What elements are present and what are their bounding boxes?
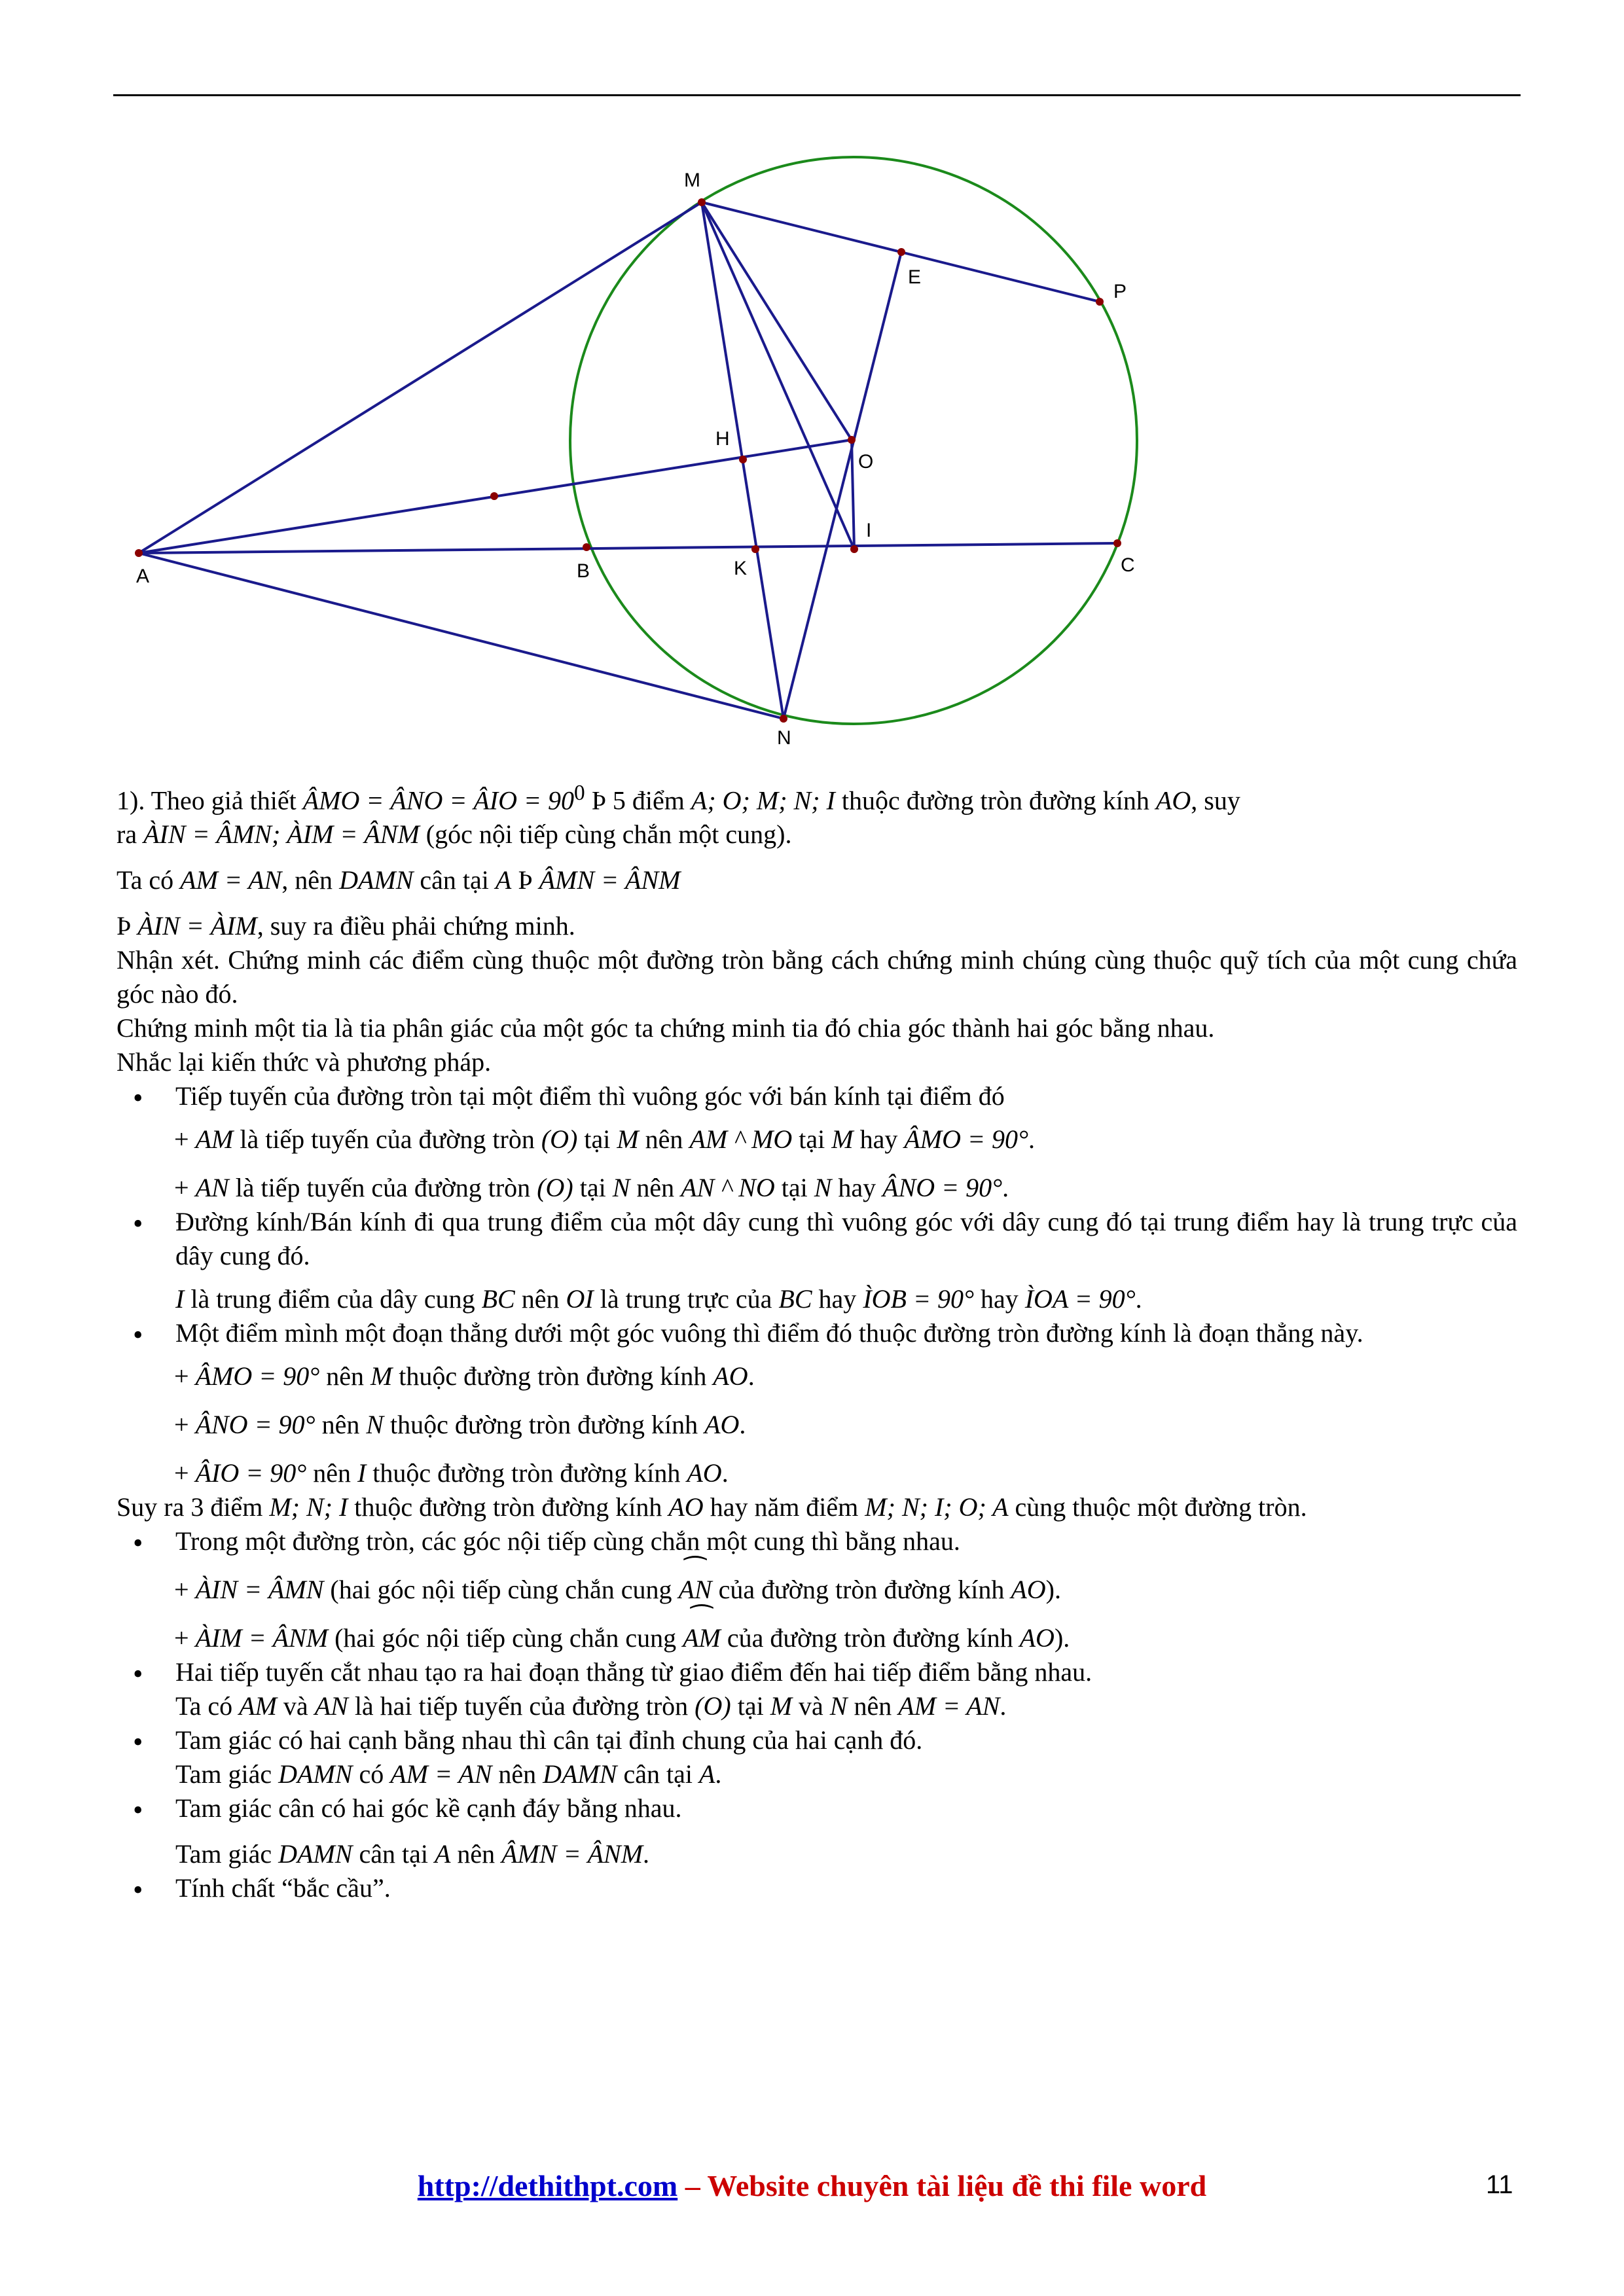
label-a: A [136,565,150,587]
bullet-7-item-1: Tam giác DAMN cân tại A nên ÂMN = ÂNM. [175,1839,650,1869]
header-rule [113,94,1521,96]
arc-an: ⁀ AN [678,1573,712,1607]
recall-heading: Nhắc lại kiến thức và phương pháp. [117,1047,492,1077]
line-o-i [852,440,854,549]
footer [0,2166,1624,2206]
arc-am: ⁀ AM [683,1621,721,1655]
remark-1: Nhận xét. Chứng minh các điểm cùng thuộc một đường tròn bằng cách chứng minh chúng cùng thuộc quỹ tích của một cung chứa góc nào đó. [117,945,1517,1009]
line-m-o [702,202,852,440]
label-p: P [1113,281,1127,302]
bullet-3-item-3: + ÂIO = 90° nên I thuộc đường tròn đường kính AO. [174,1458,729,1488]
label-c: C [1121,554,1135,576]
bullet-1: • Tiếp tuyến của đường tròn tại một điểm thì vuông góc với bán kính tại điểm đó [117,1079,1517,1113]
proof-paragraph-1: 1). Theo giả thiết ÂMO = ÂNO = ÂIO = $90^0$ Þ 5 điểm A; O; M; N; I thuộc đường tròn đường kính AO, suy ra ÀIN = ÂMN; ÀIM = ÂNM (góc nội tiếp cùng chắn một cung). [117,781,1240,850]
bullet-3: • Một điểm mình một đoạn thẳng dưới một góc vuông thì điểm đó thuộc đường tròn đường kính là đoạn thẳng này. [117,1316,1517,1350]
line-n-e [784,252,901,719]
label-m: M [684,170,700,191]
label-n: N [777,727,791,749]
footer-link[interactable]: http://dethithpt.com [417,2169,678,2202]
line-a-m [139,202,702,553]
bullet-4: • Trong một đường tròn, các góc nội tiếp cùng chắn một cung thì bằng nhau. [117,1524,1517,1558]
line-m-i [702,202,854,549]
bullet-5: • Hai tiếp tuyến cắt nhau tạo ra hai đoạn thẳng từ giao điểm đến hai tiếp điểm bằng nhau. [117,1655,1517,1689]
label-k: K [734,558,748,579]
label-i: I [866,520,872,541]
bullet-4-item-1: + ÀIN = ÂMN (hai góc nội tiếp cùng chắn cung ⁀ AN của đường tròn đường kính AO). [117,1573,1517,1607]
solution-text [117,779,1517,1905]
remark-2: Chứng minh một tia là tia phân giác của một góc ta chứng minh tia đó chia góc thành hai góc bằng nhau. [117,1013,1215,1043]
bullet-2: • Đường kính/Bán kính đi qua trung điểm của một dây cung thì vuông góc với dây cung đó tại trung điểm hay là trung trực của dây cung đó. [117,1205,1517,1273]
figure-lines [139,202,1117,719]
bullet-6-item-1: Tam giác DAMN có AM = AN nên DAMN cân tại A. [175,1759,722,1789]
bullet-1-item-1: + AM là tiếp tuyến của đường tròn (O) tại M nên AM ^ MO tại M hay ÂMO = 90°. [174,1124,1035,1155]
bullet-7: • Tam giác cân có hai góc kề cạnh đáy bằng nhau. [117,1791,1517,1825]
label-o: O [858,451,874,473]
label-e: E [908,266,922,288]
label-h: H [715,428,730,450]
bullet-1-item-2: + AN là tiếp tuyến của đường tròn (O) tại N nên AN ^ NO tại N hay ÂNO = 90°. [174,1173,1009,1203]
bullet-6: • Tam giác có hai cạnh bằng nhau thì cân tại đỉnh chung của hai cạnh đó. [117,1723,1517,1757]
figure-points [135,198,1121,723]
geometry-figure [98,151,1146,766]
bullet-4-item-2: + ÀIM = ÂNM (hai góc nội tiếp cùng chắn cung ⁀ AM của đường tròn đường kính AO). [117,1621,1517,1655]
proof-paragraph-3: Þ ÀIN = ÀIM, suy ra điều phải chứng minh. [117,911,575,941]
line-a-n [139,553,784,719]
footer-tagline: – Website chuyên tài liệu đề thi file word [677,2169,1207,2202]
proof-paragraph-2: Ta có AM = AN, nên DAMN cân tại A Þ ÂMN = ÂNM [117,865,681,895]
conclusion-paragraph: Suy ra 3 điểm M; N; I thuộc đường tròn đường kính AO hay năm điểm M; N; I; O; A cùng thuộc một đường tròn. [117,1492,1307,1522]
bullet-3-item-2: + ÂNO = 90° nên N thuộc đường tròn đường kính AO. [174,1410,746,1440]
bullet-5-item-1: Ta có AM và AN là hai tiếp tuyến của đường tròn (O) tại M và N nên AM = AN. [175,1691,1007,1721]
page-number: 11 [1486,2170,1513,2199]
bullet-2-item-1: I là trung điểm của dây cung BC nên OI là trung trực của BC hay ÌOB = 90° hay ÌOA = 90°. [175,1284,1142,1314]
label-b: B [577,560,590,582]
bullet-8: • Tính chất “bắc cầu”. [117,1871,1517,1905]
bullet-3-item-1: + ÂMO = 90° nên M thuộc đường tròn đường kính AO. [174,1361,755,1391]
line-a-c [139,543,1117,553]
